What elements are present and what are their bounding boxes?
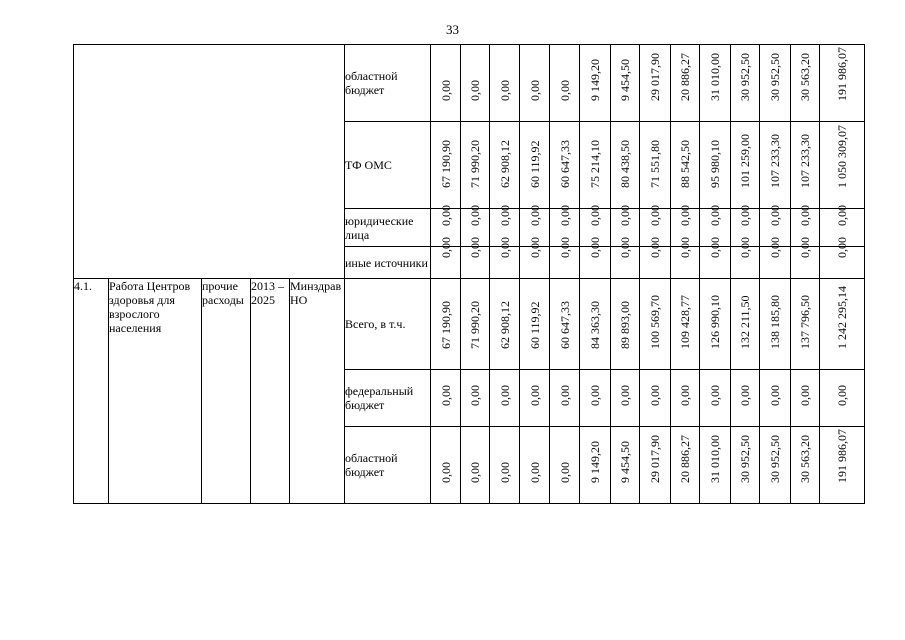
value-cell xyxy=(550,279,580,370)
budget-table xyxy=(73,44,865,504)
value-text: 84 363,30 xyxy=(588,301,602,349)
value-cell xyxy=(700,427,731,504)
value-cell xyxy=(671,237,700,279)
value-text: 0,00 xyxy=(618,237,632,258)
value-cell xyxy=(820,122,865,209)
value-cell xyxy=(700,279,731,370)
value-text: 88 542,50 xyxy=(678,140,692,188)
value-text: 30 952,50 xyxy=(738,53,752,101)
value-text: 0,00 xyxy=(588,237,602,258)
value-cell xyxy=(611,370,640,427)
value-text: 9 149,20 xyxy=(588,441,602,483)
value-text: 60 647,33 xyxy=(557,140,572,188)
value-cell xyxy=(760,237,791,279)
value-cell xyxy=(820,279,865,370)
value-cell xyxy=(820,427,865,504)
value-text: 29 017,90 xyxy=(648,53,662,101)
value-text: 60 119,92 xyxy=(527,140,542,188)
funding-source-cell: областной бюджет xyxy=(345,427,431,504)
value-cell xyxy=(760,427,791,504)
value-text: 0,00 xyxy=(618,385,632,406)
value-cell xyxy=(580,45,611,122)
value-text: 67 190,90 xyxy=(438,301,453,349)
value-text: 0,00 xyxy=(738,385,752,406)
value-cell xyxy=(461,122,490,209)
value-cell xyxy=(431,45,461,122)
value-text: 0,00 xyxy=(798,205,812,226)
value-cell xyxy=(431,279,461,370)
value-text: 29 017,90 xyxy=(648,435,662,483)
value-text: 0,00 xyxy=(835,385,849,406)
value-cell xyxy=(611,279,640,370)
value-text: 0,00 xyxy=(678,205,692,226)
value-text: 0,00 xyxy=(648,237,662,258)
value-text: 109 428,77 xyxy=(678,295,692,349)
value-text: 0,00 xyxy=(557,205,572,226)
value-text: 89 893,00 xyxy=(618,301,632,349)
funding-source-cell: Всего, в т.ч. xyxy=(345,279,431,370)
value-text: 100 569,70 xyxy=(648,295,662,349)
value-text: 0,00 xyxy=(497,385,512,406)
value-text: 107 233,30 xyxy=(768,134,782,188)
value-text: 0,00 xyxy=(468,237,482,258)
value-cell xyxy=(640,122,671,209)
page-number: 33 xyxy=(446,22,459,37)
value-text: 0,00 xyxy=(468,205,482,226)
value-text: 71 990,20 xyxy=(468,301,482,349)
value-text: 20 886,27 xyxy=(678,53,692,101)
value-text: 0,00 xyxy=(798,385,812,406)
funding-source-cell: областной бюджет xyxy=(345,45,431,122)
value-cell xyxy=(580,370,611,427)
value-cell xyxy=(731,427,760,504)
value-cell xyxy=(820,237,865,279)
value-cell xyxy=(671,45,700,122)
value-cell xyxy=(640,427,671,504)
value-text: 62 908,12 xyxy=(497,301,512,349)
value-text: 0,00 xyxy=(768,205,782,226)
value-cell xyxy=(520,427,550,504)
value-cell xyxy=(550,370,580,427)
value-text: 9 149,20 xyxy=(588,59,602,101)
value-cell xyxy=(580,279,611,370)
value-cell xyxy=(760,122,791,209)
value-cell xyxy=(580,122,611,209)
value-cell xyxy=(820,370,865,427)
value-text: 0,00 xyxy=(527,385,542,406)
value-text: 30 952,50 xyxy=(738,435,752,483)
value-text: 9 454,50 xyxy=(618,59,632,101)
value-text: 0,00 xyxy=(708,237,722,258)
value-text: 60 647,33 xyxy=(557,301,572,349)
value-text: 0,00 xyxy=(497,205,512,226)
value-text: 0,00 xyxy=(468,80,482,101)
value-cell xyxy=(520,279,550,370)
value-text: 0,00 xyxy=(678,237,692,258)
value-text: 0,00 xyxy=(497,237,512,258)
value-text: 132 211,50 xyxy=(738,295,752,349)
value-text: 1 050 309,07 xyxy=(835,125,849,188)
value-text: 95 980,10 xyxy=(708,140,722,188)
value-cell xyxy=(431,122,461,209)
value-cell xyxy=(791,122,820,209)
value-text: 126 990,10 xyxy=(708,295,722,349)
value-text: 62 908,12 xyxy=(497,140,512,188)
value-cell xyxy=(731,237,760,279)
value-cell xyxy=(700,237,731,279)
value-text: 0,00 xyxy=(438,462,453,483)
value-text: 9 454,50 xyxy=(618,441,632,483)
value-cell xyxy=(520,370,550,427)
value-cell xyxy=(731,370,760,427)
value-cell xyxy=(520,45,550,122)
value-text: 31 010,00 xyxy=(708,435,722,483)
value-cell xyxy=(640,370,671,427)
value-cell xyxy=(490,427,520,504)
value-text: 71 551,80 xyxy=(648,140,662,188)
value-cell xyxy=(611,237,640,279)
value-cell xyxy=(431,427,461,504)
value-cell xyxy=(760,279,791,370)
value-cell xyxy=(461,370,490,427)
value-cell xyxy=(550,237,580,279)
value-cell xyxy=(461,427,490,504)
value-cell xyxy=(490,370,520,427)
value-cell xyxy=(461,237,490,279)
program-name-cell: Работа Центров здоровья для взрослого населения xyxy=(109,279,202,504)
executor-cell: Минздрав НО xyxy=(290,279,345,504)
value-cell xyxy=(731,279,760,370)
value-text: 1 242 295,14 xyxy=(835,286,849,349)
value-text: 0,00 xyxy=(708,385,722,406)
value-text: 80 438,50 xyxy=(618,140,632,188)
value-text: 0,00 xyxy=(497,462,512,483)
value-text: 0,00 xyxy=(708,205,722,226)
value-cell xyxy=(640,45,671,122)
value-cell xyxy=(461,279,490,370)
value-text: 107 233,30 xyxy=(798,134,812,188)
value-text: 0,00 xyxy=(557,80,572,101)
value-text: 71 990,20 xyxy=(468,140,482,188)
value-text: 137 796,50 xyxy=(798,295,812,349)
value-cell xyxy=(640,237,671,279)
value-cell xyxy=(640,279,671,370)
value-cell xyxy=(671,122,700,209)
value-text: 67 190,90 xyxy=(438,140,453,188)
value-text: 60 119,92 xyxy=(527,301,542,349)
value-text: 0,00 xyxy=(557,385,572,406)
value-cell xyxy=(791,370,820,427)
value-text: 0,00 xyxy=(618,205,632,226)
value-text: 0,00 xyxy=(438,205,453,226)
value-text: 30 563,20 xyxy=(798,435,812,483)
value-cell xyxy=(791,45,820,122)
value-cell xyxy=(760,45,791,122)
value-cell xyxy=(700,45,731,122)
value-cell xyxy=(731,122,760,209)
value-text: 0,00 xyxy=(738,237,752,258)
value-text: 191 986,07 xyxy=(835,47,849,101)
value-text: 75 214,10 xyxy=(588,140,602,188)
value-cell xyxy=(520,122,550,209)
funding-source-cell: федеральный бюджет xyxy=(345,370,431,427)
value-cell xyxy=(671,427,700,504)
value-text: 0,00 xyxy=(557,237,572,258)
value-text: 0,00 xyxy=(438,237,453,258)
value-text: 31 010,00 xyxy=(708,53,722,101)
value-text: 30 563,20 xyxy=(798,53,812,101)
value-cell xyxy=(490,122,520,209)
value-text: 0,00 xyxy=(648,205,662,226)
value-cell xyxy=(550,427,580,504)
value-text: 138 185,80 xyxy=(768,295,782,349)
value-cell xyxy=(820,45,865,122)
value-cell xyxy=(490,237,520,279)
value-cell xyxy=(490,279,520,370)
value-text: 0,00 xyxy=(768,237,782,258)
value-cell xyxy=(671,370,700,427)
table-row xyxy=(74,279,865,370)
value-text: 191 986,07 xyxy=(835,429,849,483)
funding-source-cell: юридические лица xyxy=(345,209,431,247)
value-text: 0,00 xyxy=(438,80,453,101)
value-cell xyxy=(791,279,820,370)
expense-type-cell: прочие расходы xyxy=(202,279,251,504)
value-cell xyxy=(731,45,760,122)
value-text: 0,00 xyxy=(738,205,752,226)
value-text: 0,00 xyxy=(588,385,602,406)
value-text: 0,00 xyxy=(835,237,849,258)
value-text: 0,00 xyxy=(497,80,512,101)
value-text: 0,00 xyxy=(527,462,542,483)
table-row xyxy=(74,45,865,122)
value-text: 0,00 xyxy=(527,205,542,226)
value-cell xyxy=(611,45,640,122)
value-text: 30 952,50 xyxy=(768,53,782,101)
value-text: 0,00 xyxy=(768,385,782,406)
value-text: 0,00 xyxy=(438,385,453,406)
value-cell xyxy=(580,237,611,279)
value-cell xyxy=(611,427,640,504)
value-cell xyxy=(520,237,550,279)
value-cell xyxy=(611,122,640,209)
value-cell xyxy=(550,45,580,122)
value-cell xyxy=(461,45,490,122)
value-cell xyxy=(550,122,580,209)
value-text: 0,00 xyxy=(678,385,692,406)
value-text: 20 886,27 xyxy=(678,435,692,483)
value-text: 0,00 xyxy=(798,237,812,258)
value-cell xyxy=(700,122,731,209)
value-text: 0,00 xyxy=(588,205,602,226)
row-number-cell: 4.1. xyxy=(74,279,109,504)
value-text: 0,00 xyxy=(527,80,542,101)
period-cell: 2013 – 2025 xyxy=(251,279,290,504)
value-text: 0,00 xyxy=(835,205,849,226)
value-cell xyxy=(431,237,461,279)
value-cell xyxy=(791,427,820,504)
value-text: 0,00 xyxy=(557,462,572,483)
value-text: 0,00 xyxy=(648,385,662,406)
funding-source-cell: ТФ ОМС xyxy=(345,122,431,209)
value-cell xyxy=(580,427,611,504)
value-cell xyxy=(431,370,461,427)
value-cell xyxy=(490,45,520,122)
value-text: 101 259,00 xyxy=(738,134,752,188)
value-text: 0,00 xyxy=(468,385,482,406)
value-text: 0,00 xyxy=(468,462,482,483)
funding-source-cell: иные источники xyxy=(345,247,431,279)
value-text: 30 952,50 xyxy=(768,435,782,483)
value-text: 0,00 xyxy=(527,237,542,258)
value-cell xyxy=(760,370,791,427)
value-cell xyxy=(700,370,731,427)
value-cell xyxy=(671,279,700,370)
continued-blank-cell xyxy=(74,45,345,279)
value-cell xyxy=(791,237,820,279)
